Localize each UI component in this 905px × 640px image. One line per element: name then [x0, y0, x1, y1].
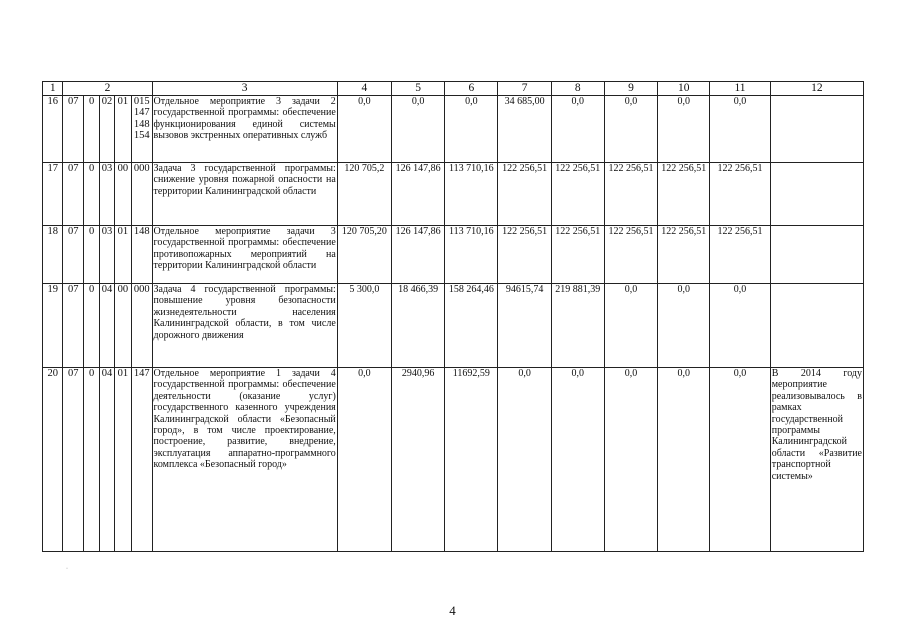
description: Задача 3 государственной программы: снижение уровня пожарной опасности на территории Калининградской области [152, 163, 337, 226]
code-a: 07 [63, 96, 83, 163]
code-b: 0 [83, 368, 99, 552]
value-col-4: 0,0 [337, 96, 391, 163]
value-col-5: 2940,96 [392, 368, 445, 552]
value-col-9: 122 256,51 [604, 163, 657, 226]
code-e: 000 [132, 284, 152, 368]
value-col-7: 122 256,51 [498, 163, 551, 226]
code-e: 000 [132, 163, 152, 226]
value-col-5: 18 466,39 [392, 284, 445, 368]
code-d: 01 [114, 368, 131, 552]
value-col-8: 122 256,51 [551, 163, 604, 226]
code-e: 015 147 148 154 [132, 96, 152, 163]
page-number: 4 [449, 603, 456, 618]
header-cell-7: 7 [498, 82, 551, 96]
description: Отдельное мероприятие задачи 3 государственной программы: обеспечение противопожарных мероприятий на территории Калининградской области [152, 226, 337, 284]
value-col-6: 158 264,46 [445, 284, 498, 368]
value-col-5: 126 147,86 [392, 163, 445, 226]
value-col-9: 0,0 [604, 284, 657, 368]
row-number: 16 [43, 96, 63, 163]
description: Задача 4 государственной программы: повышение уровня безопасности жизнедеятельности населения Калининградской области, в том числе дорожного движения [152, 284, 337, 368]
value-col-4: 0,0 [337, 368, 391, 552]
value-col-7: 34 685,00 [498, 96, 551, 163]
header-cell-3: 3 [152, 82, 337, 96]
value-col-9: 0,0 [604, 96, 657, 163]
header-cell-10: 10 [658, 82, 710, 96]
code-b: 0 [83, 96, 99, 163]
value-col-10: 0,0 [658, 368, 710, 552]
value-col-11: 0,0 [710, 368, 770, 552]
value-col-11: 122 256,51 [710, 163, 770, 226]
value-col-10: 0,0 [658, 96, 710, 163]
header-cell-5: 5 [392, 82, 445, 96]
value-col-11: 0,0 [710, 96, 770, 163]
row-number: 17 [43, 163, 63, 226]
value-col-9: 122 256,51 [604, 226, 657, 284]
header-cell-9: 9 [604, 82, 657, 96]
row-number: 20 [43, 368, 63, 552]
note [770, 284, 863, 368]
table-row [43, 284, 864, 368]
value-col-10: 122 256,51 [658, 163, 710, 226]
scan-speck: · [66, 566, 68, 572]
code-d: 01 [114, 96, 131, 163]
value-col-7: 122 256,51 [498, 226, 551, 284]
value-col-7: 0,0 [498, 368, 551, 552]
code-a: 07 [63, 284, 83, 368]
value-col-9: 0,0 [604, 368, 657, 552]
code-c: 04 [100, 368, 114, 552]
header-cell-1: 1 [43, 82, 63, 96]
value-col-4: 120 705,20 [337, 226, 391, 284]
code-e: 147 [132, 368, 152, 552]
note [770, 96, 863, 163]
code-c: 02 [100, 96, 114, 163]
note: В 2014 году мероприятие реализовывалось в рамках государственной программы Калининградской области «Развитие транспортной системы» [770, 368, 863, 552]
budget-table [42, 81, 864, 552]
table-row [43, 163, 864, 226]
header-cell-8: 8 [551, 82, 604, 96]
value-col-8: 219 881,39 [551, 284, 604, 368]
value-col-6: 11692,59 [445, 368, 498, 552]
code-c: 03 [100, 226, 114, 284]
code-a: 07 [63, 368, 83, 552]
table-row [43, 226, 864, 284]
description: Отдельное мероприятие 3 задачи 2 государственной программы: обеспечение функционирования единой системы вызовов экстренных оперативных служб [152, 96, 337, 163]
code-a: 07 [63, 226, 83, 284]
row-number: 18 [43, 226, 63, 284]
value-col-10: 122 256,51 [658, 226, 710, 284]
table-row [43, 368, 864, 552]
code-d: 00 [114, 163, 131, 226]
header-cell-12: 12 [770, 82, 863, 96]
header-cell-2: 2 [63, 82, 152, 96]
code-d: 00 [114, 284, 131, 368]
row-number: 19 [43, 284, 63, 368]
value-col-5: 0,0 [392, 96, 445, 163]
value-col-7: 94615,74 [498, 284, 551, 368]
code-e: 148 [132, 226, 152, 284]
value-col-10: 0,0 [658, 284, 710, 368]
code-c: 03 [100, 163, 114, 226]
value-col-6: 113 710,16 [445, 163, 498, 226]
table-row [43, 96, 864, 163]
header-cell-4: 4 [337, 82, 391, 96]
code-b: 0 [83, 163, 99, 226]
note [770, 163, 863, 226]
header-row [43, 82, 864, 96]
code-b: 0 [83, 284, 99, 368]
value-col-6: 0,0 [445, 96, 498, 163]
value-col-4: 120 705,2 [337, 163, 391, 226]
code-d: 01 [114, 226, 131, 284]
code-a: 07 [63, 163, 83, 226]
value-col-8: 122 256,51 [551, 226, 604, 284]
value-col-8: 0,0 [551, 368, 604, 552]
header-cell-6: 6 [445, 82, 498, 96]
code-b: 0 [83, 226, 99, 284]
value-col-11: 122 256,51 [710, 226, 770, 284]
code-c: 04 [100, 284, 114, 368]
value-col-5: 126 147,86 [392, 226, 445, 284]
value-col-11: 0,0 [710, 284, 770, 368]
value-col-4: 5 300,0 [337, 284, 391, 368]
description: Отдельное мероприятие 1 задачи 4 государственной программы: обеспечение деятельности (оказание услуг) государственного казенного учреждения Калининградской области «Безопасный город», в том числе проектирование, построение, развитие, внедрение, эксплуатация аппаратно-программного комплекса «Безопасный город» [152, 368, 337, 552]
value-col-6: 113 710,16 [445, 226, 498, 284]
header-cell-11: 11 [710, 82, 770, 96]
note [770, 226, 863, 284]
value-col-8: 0,0 [551, 96, 604, 163]
